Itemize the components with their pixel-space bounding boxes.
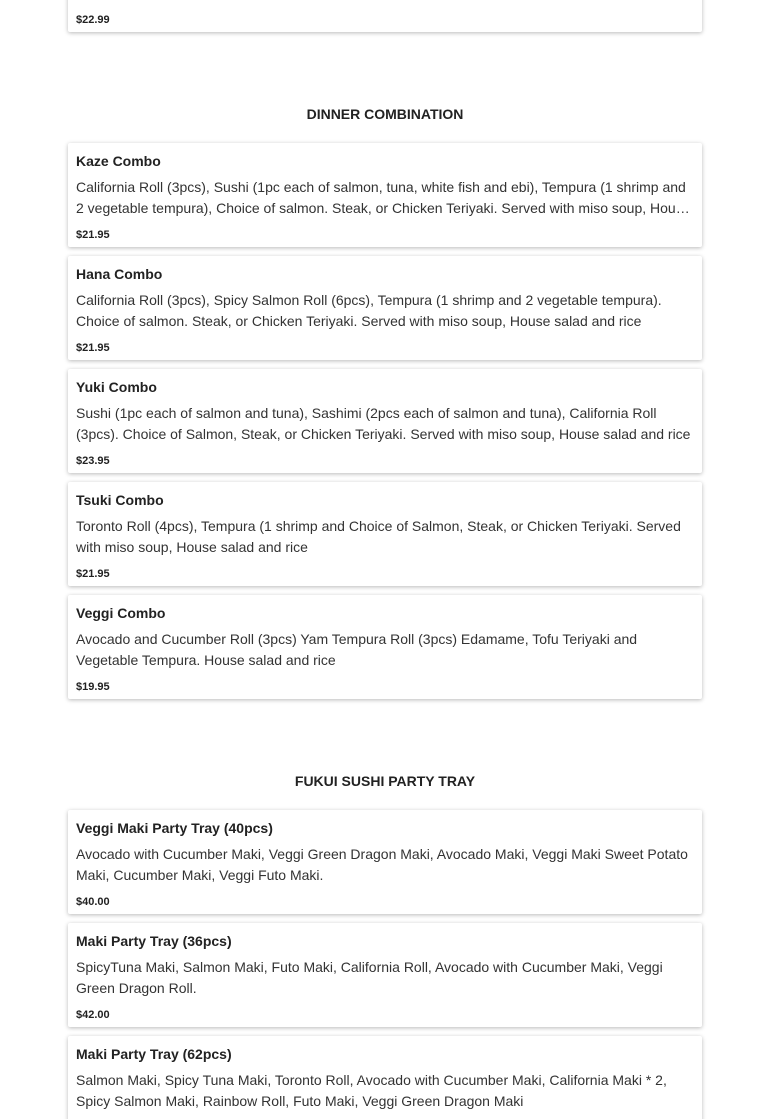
item-name: Maki Party Tray (62pcs) [76,1046,232,1062]
item-price: $22.99 [76,14,110,26]
item-description: Avocado with Cucumber Maki, Veggi Green Dragon Maki, Avocado Maki, Veggi Maki Sweet Potato Maki, Cucumber Maki, Veggi Futo Maki. [76,846,688,883]
item-price: $23.95 [76,455,110,467]
item-price: $21.95 [76,342,110,354]
section-title-party-tray: FUKUI SUSHI PARTY TRAY [294,773,476,789]
item-name: Tsuki Combo [76,492,164,508]
item-description: SpicyTuna Maki, Salmon Maki, Futo Maki, California Roll, Avocado with Cucumber Maki, Veggi Green Dragon Roll. [76,959,663,996]
menu-item-yuki-combo[interactable] [68,369,702,473]
menu-item-tsuki-combo[interactable] [68,482,702,586]
item-price: $40.00 [76,896,110,908]
item-name: Veggi Maki Party Tray (40pcs) [76,820,273,836]
item-price: $21.95 [76,568,110,580]
item-name: Kaze Combo [76,153,161,169]
menu-item-maki-party-tray-62[interactable] [68,1036,702,1119]
item-description: Avocado and Cucumber Roll (3pcs) Yam Tempura Roll (3pcs) Edamame, Tofu Teriyaki and Vegetable Tempura. House salad and rice [76,631,638,668]
item-description: Salmon Maki, Spicy Tuna Maki, Toronto Roll, Avocado with Cucumber Maki, California Maki * 2, Spicy Salmon Maki, Rainbow Roll, Futo Maki, Veggi Green Dragon Maki [76,1072,667,1109]
item-description: Toronto Roll (4pcs), Tempura (1 shrimp and Choice of Salmon, Steak, or Chicken Teriyaki. Served with miso soup, House salad and rice [76,518,681,555]
menu-item-veggi-combo[interactable] [68,595,702,699]
menu-item-kaze-combo[interactable] [68,143,702,247]
item-price: $42.00 [76,1009,110,1021]
item-description: California Roll (3pcs), Sushi (1pc each of salmon, tuna, white fish and ebi), Tempura (1 shrimp and 2 vegetable tempura), Choice of salmon. Steak, or Chicken Teriyaki. Served with miso soup, House [76,179,691,216]
item-price: $19.95 [76,681,110,693]
menu-item-maki-party-tray-36[interactable] [68,923,702,1027]
item-name: Veggi Combo [76,605,166,621]
item-description: Sushi (1pc each of salmon and tuna), Sashimi (2pcs each of salmon and tuna), California Roll (3pcs). Choice of Salmon, Steak, or Chicken Teriyaki. Served with miso soup, House salad and rice [76,405,691,442]
item-name: Yuki Combo [76,379,157,395]
menu-item-veggi-maki-party-tray[interactable] [68,810,702,914]
menu-item-hana-combo[interactable] [68,256,702,360]
item-name: Hana Combo [76,266,163,282]
item-price: $21.95 [76,229,110,241]
item-name: Maki Party Tray (36pcs) [76,933,232,949]
item-description: California Roll (3pcs), Spicy Salmon Roll (6pcs), Tempura (1 shrimp and 2 vegetable tempura). Choice of salmon. Steak, or Chicken Teriyaki. Served with miso soup, House salad and rice [76,292,662,329]
menu-item-card[interactable] [68,0,702,32]
section-title-dinner-combination: DINNER COMBINATION [306,106,464,122]
